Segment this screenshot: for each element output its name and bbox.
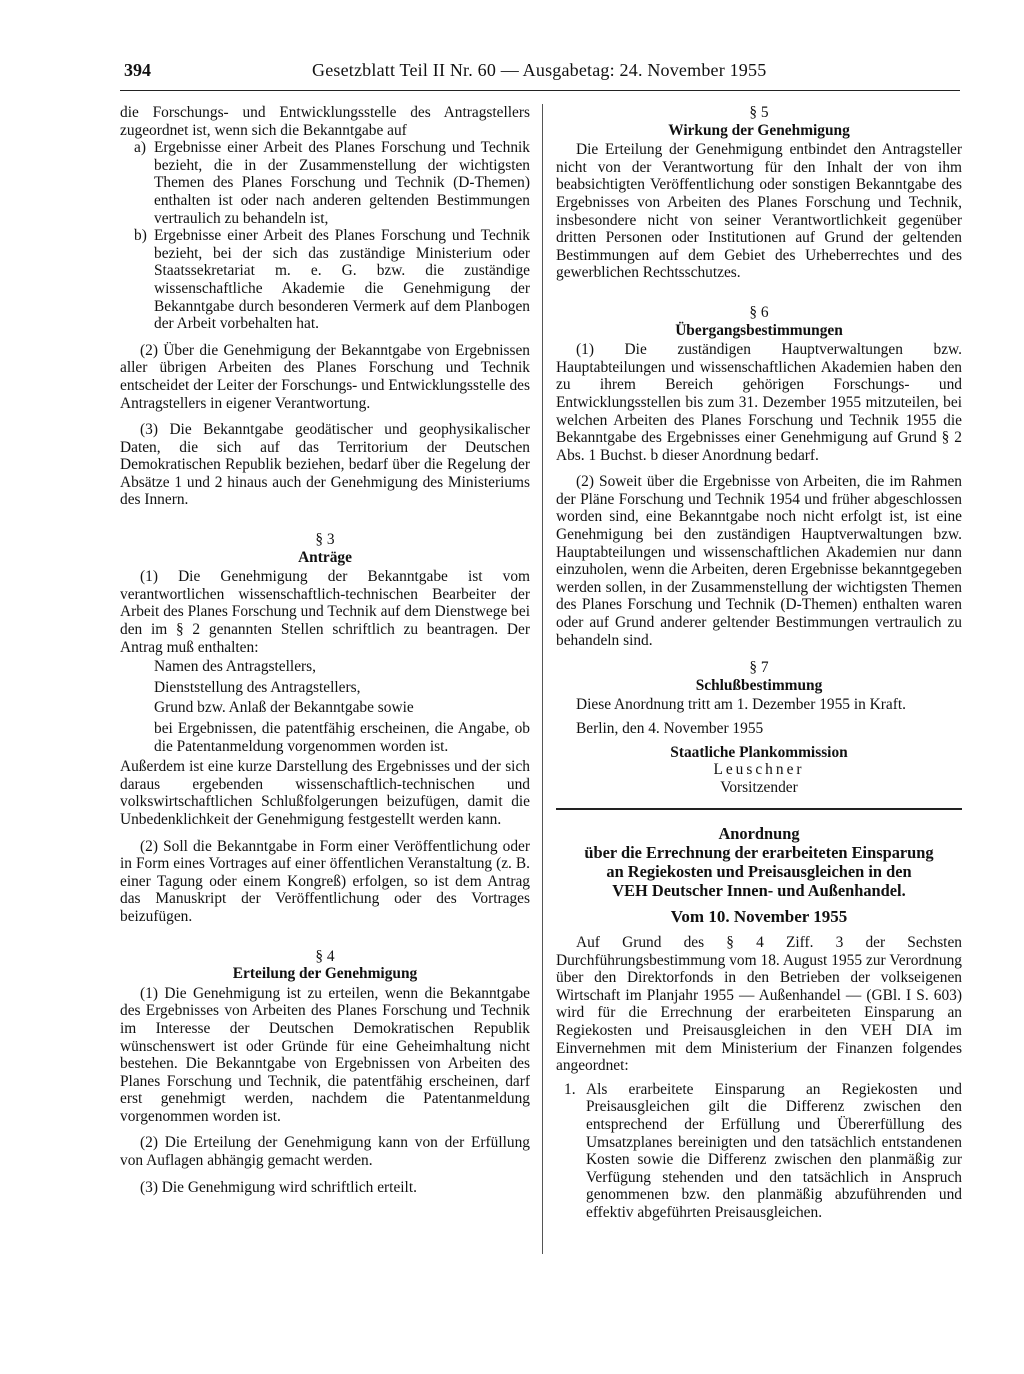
application-contents-list: [120, 658, 530, 755]
list-item-text: Ergebnisse einer Arbeit des Planes Forschung und Technik bezieht, die in der Zusammenstellung der wichtigsten Themen des Planes Forschung und Technik (D-Themen) enthalten ist oder nach anderen geltenden Bestimmungen vertraulich zu behandeln ist,: [154, 139, 530, 227]
list-marker: 1.: [564, 1080, 576, 1098]
page-header: [120, 60, 960, 91]
section-7-number: § 7: [749, 659, 769, 677]
place-and-date: Berlin, den 4. November 1955: [576, 720, 764, 737]
running-title: Gesetzblatt Teil II Nr. 60 — Ausgabetag: 24. November 1955: [312, 60, 767, 80]
right-column: [556, 104, 962, 1221]
section-6-number: § 6: [749, 303, 769, 321]
list-item: [120, 139, 530, 227]
list-item: Namen des Antragstellers,: [154, 658, 316, 676]
list-item: Dienststellung des Antragstellers,: [154, 678, 361, 696]
issuing-authority: Staatliche Plankommission: [670, 743, 848, 761]
section-5-title: Wirkung der Genehmigung: [668, 121, 850, 139]
section-3-number: § 3: [315, 531, 335, 549]
list-item: [556, 1081, 962, 1222]
column-divider: [542, 104, 543, 1254]
list-marker: a): [134, 139, 146, 157]
section-4-paragraph-1: (1) Die Genehmigung ist zu erteilen, wenn die Bekanntgabe des Ergebnisses von Arbeiten des Planes Forschung und Technik im Interesse der Deutschen Demokratischen Republik wünschenswert ist oder Gründe für eine Geheimhaltung nicht bestehen. Die Bekanntgabe von Ergebnissen von Arbeiten des Planes Forschung und Technik, die patentfähig erscheinen, darf erst genehmigt werden, nachdem die Patentanmeldung vorgenommen worden ist.: [120, 984, 530, 1125]
ordinance-subtitle-line-3: VEH Deutscher Innen- und Außenhandel.: [612, 881, 906, 901]
ordinance-subtitle-line-1: über die Errechnung der erarbeiteten Einsparung: [584, 843, 934, 863]
list-item-text: Ergebnisse einer Arbeit des Planes Forschung und Technik bezieht, bei der sich das zuständige Ministerium oder Staatssekretariat m. e. G. bzw. die zuständige wissenschaftliche Akademie die Genehmigung der Bekanntgabe durch besonderen Vermerk auf dem Planbogen der Arbeit vorbehalten hat.: [154, 227, 530, 333]
paragraph-3: (3) Die Bekanntgabe geodätischer und geophysikalischer Daten, die sich auf das Territorium der Deutschen Demokratischen Republik beziehen, bedarf über die Regelung der Absätze 1 und 2 hinaus auch der Genehmigung des Ministeriums des Innern.: [120, 421, 530, 509]
section-divider: [556, 808, 962, 810]
list-marker: b): [134, 227, 147, 245]
intro-paragraph: die Forschungs- und Entwicklungsstelle des Antragstellers zugeordnet ist, wenn sich die Bekanntgabe auf: [120, 104, 530, 139]
signer-role: Vorsitzender: [720, 778, 798, 796]
section-3-title: Anträge: [298, 548, 352, 566]
section-4-title: Erteilung der Genehmigung: [232, 965, 418, 983]
ordinance-title: Anordnung: [718, 824, 800, 844]
section-4-paragraph-3: (3) Die Genehmigung wird schriftlich erteilt.: [140, 1178, 417, 1196]
section-6-paragraph-1: (1) Die zuständigen Hauptverwaltungen bzw. Hauptabteilungen und wissenschaftlichen Akademien haben den zu ihrem Bereich gehörigen Forschungs- und Entwicklungsstellen bis zum 31. Dezember 1955 mitzuteilen, bei welchen Arbeiten des Planes Forschung und Technik 1955 die Bekanntgabe des Ergebnisses einer Genehmigung auf Grund § 2 Abs. 1 Buchst. b dieser Anordnung bedarf.: [556, 341, 962, 464]
section-5-paragraph: Die Erteilung der Genehmigung entbindet den Antragsteller nicht von der Verantwortung für den Inhalt der von ihm beabsichtigten Veröffentlichung oder sonstigen Bekanntgabe des Ergebnisses von Arbeiten des Planes Forschung und Technik, insbesondere nicht von seiner Verantwortlichkeit gegenüber dritten Personen oder Institutionen auf Grund der geltenden Bestimmungen auf dem Gebiet des Urheberrechtes und des gewerblichen Rechtsschutzes.: [556, 141, 962, 282]
ordinance-subtitle-line-2: an Regiekosten und Preisausgleichen in den: [606, 862, 912, 882]
list-item: [120, 227, 530, 333]
paragraph-2: (2) Über die Genehmigung der Bekanntgabe von Ergebnissen aller übrigen Arbeiten des Planes Forschung und Technik entscheidet der Leiter der Forschungs- und Entwicklungsstelle des Antragstellers in eigener Verantwortung.: [120, 341, 530, 412]
left-column: [120, 104, 530, 1196]
page-number: 394: [124, 60, 151, 80]
ordinance-date: Vom 10. November 1955: [670, 907, 848, 927]
section-6-title: Übergangsbestimmungen: [675, 321, 843, 339]
section-5-number: § 5: [749, 104, 769, 121]
section-3-paragraph-2: (2) Soll die Bekanntgabe in Form einer Veröffentlichung oder in Form eines Vortrages auf einer öffentlichen Veranstaltung (z. B. einer Tagung oder einem Kongreß) erfolgen, so ist dem Antrag das Manuskript der Veröffentlichung oder des Vortrages beizufügen.: [120, 837, 530, 925]
ordinance-preamble: Auf Grund des § 4 Ziff. 3 der Sechsten Durchführungsbestimmung vom 18. August 1955 zur Verordnung über den Direktorfonds in den Betrieben der volkseigenen Wirtschaft im Planjahr 1955 — Außenhandel — (GBl. I S. 603) wird für die Errechnung der erarbeiteten Einsparung an Regiekosten und Preisausgleichen in den VEH DIA im Einvernehmen mit dem Ministerium der Finanzen folgendes angeordnet:: [556, 933, 962, 1075]
section-3-paragraph-1b: Außerdem ist eine kurze Darstellung des Ergebnisses und der sich daraus ergebenden wissenschaftlich-technischen und volkswirtschaftlichen Schlußfolgerungen beizufügen, damit die Unbedenklichkeit der Genehmigung festgestellt werden kann.: [120, 758, 530, 828]
list-item-text: Als erarbeitete Einsparung an Regiekosten und Preisausgleichen gilt die Differenz zwischen den entsprechend der Erfüllung und Übererfüllung des Umsatzplanes bereinigten und den tatsächlich entstandenen Kosten sowie die Differenz zwischen den planmäßig zur Verfügung stehenden und den tatsächlich in Anspruch genommenen bzw. den planmäßig abzuführenden und effektiv abgeführten Preisausgleichen.: [586, 1080, 962, 1221]
condition-list: [120, 139, 530, 333]
section-7-title: Schlußbestimmung: [695, 676, 823, 694]
signer-name: Leuschner: [713, 761, 805, 779]
section-3-paragraph-1: (1) Die Genehmigung der Bekanntgabe ist vom verantwortlichen wissenschaftlich-technischen Bearbeiter der Arbeit des Planes Forschung und Technik auf dem Dienstwege bei den im § 2 genannten Stellen schriftlich zu beantragen. Der Antrag muß enthalten:: [120, 568, 530, 656]
section-4-number: § 4: [315, 947, 335, 965]
section-7-paragraph: Diese Anordnung tritt am 1. Dezember 1955 in Kraft.: [576, 696, 906, 714]
list-item: Grund bzw. Anlaß der Bekanntgabe sowie: [154, 699, 414, 717]
section-6-paragraph-2: (2) Soweit über die Ergebnisse von Arbeiten, die im Rahmen der Pläne Forschung und Technik 1954 und früher abgeschlossen worden sind, eine Bekanntgabe noch nicht erfolgt ist, ist eine Genehmigung bei den zuständigen Hauptverwaltungen bzw. Hauptabteilungen und wissenschaftlichen Akademien nur dann einzuholen, wenn die Arbeiten, deren Ergebnisse bekanntgegeben werden sollen, in der Zusammenstellung der wichtigsten Themen des Planes Forschung und Technik (D-Themen) enthalten waren oder auf Grund anderer geltender Bestimmungen vertraulich zu behandeln sind.: [556, 473, 962, 649]
list-item: bei Ergebnissen, die patentfähig erscheinen, die Angabe, ob die Patentanmeldung vorgenommen worden ist.: [154, 720, 530, 755]
section-4-paragraph-2: (2) Die Erteilung der Genehmigung kann von der Erfüllung von Auflagen abhängig gemacht werden.: [120, 1134, 530, 1170]
